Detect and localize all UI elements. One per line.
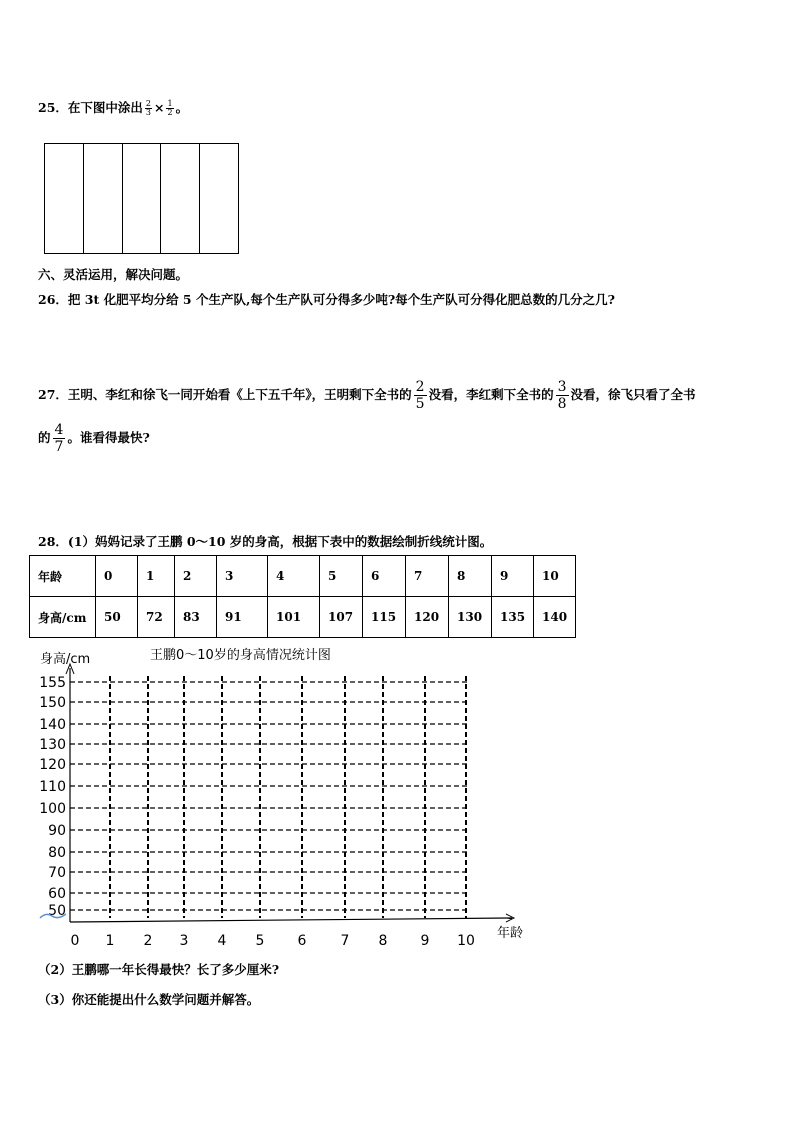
age-cell: 7: [406, 556, 449, 597]
height-cell: 101: [268, 597, 320, 638]
age-cell: 10: [534, 556, 576, 597]
x-tick-label: 9: [420, 933, 430, 949]
fraction: $\frac{3}{8}$: [557, 379, 567, 412]
y-tick-label: 90: [48, 823, 66, 839]
fraction: $\frac{2}{5}$: [415, 379, 425, 412]
chart-y-label: 身高/cm: [40, 652, 91, 667]
y-tick-label: 140: [39, 717, 66, 733]
table-header-age: 年龄: [30, 556, 96, 597]
y-tick-label: 100: [39, 801, 66, 817]
y-tick-label: 60: [48, 886, 66, 902]
x-tick-label: 1: [105, 933, 115, 949]
height-cell: 140: [534, 597, 576, 638]
section-heading: 六、灵活运用，解决问题。: [38, 267, 189, 282]
y-tick-label: 50: [48, 903, 66, 919]
age-cell: 3: [217, 556, 268, 597]
x-tick-label: 5: [255, 933, 265, 949]
question-27-line1: 27．王明、李红和徐飞一同开始看《上下五千年》，王明剩下全书的 $\frac{2}{5}$ 没看，李红剩下全书的 $\frac{3}{8}$ 没看，徐飞只看了全书: [38, 379, 696, 412]
table-header-height: 身高/cm: [30, 597, 96, 638]
question-25: 25．在下图中涂出 $\frac{2}{3}$ × $\frac{1}{2}$ 。: [38, 99, 189, 117]
chart-title: 王鹏0～10岁的身高情况统计图: [150, 648, 331, 663]
question-28-part3: （3）你还能提出什么数学问题并解答。: [38, 992, 260, 1007]
height-cell: 72: [138, 597, 175, 638]
x-tick-label: 8: [378, 933, 388, 949]
fraction: $\frac{2}{3}$: [145, 99, 151, 117]
x-tick-label: 10: [457, 933, 475, 949]
height-cell: 83: [175, 597, 217, 638]
age-cell: 2: [175, 556, 217, 597]
age-cell: 0: [96, 556, 138, 597]
x-axis: [70, 918, 512, 922]
height-cell: 130: [449, 597, 492, 638]
x-tick-label: 3: [179, 933, 189, 949]
height-cell: 91: [217, 597, 268, 638]
height-cell: 135: [492, 597, 534, 638]
y-tick-label: 150: [39, 695, 66, 711]
y-tick-label: 120: [39, 757, 66, 773]
question-28-intro: 28．(1）妈妈记录了王鹏 0～10 岁的身高，根据下表中的数据绘制折线统计图。: [38, 534, 493, 549]
height-cell: 107: [320, 597, 363, 638]
fraction: $\frac{1}{2}$: [167, 99, 173, 117]
y-tick-label: 155: [39, 675, 66, 691]
x-tick-label: 2: [143, 933, 153, 949]
age-cell: 4: [268, 556, 320, 597]
x-tick-label: 0: [70, 933, 80, 949]
y-tick-label: 80: [48, 845, 66, 861]
age-cell: 5: [320, 556, 363, 597]
fraction: $\frac{4}{7}$: [54, 422, 64, 455]
age-cell: 6: [363, 556, 406, 597]
height-cell: 120: [406, 597, 449, 638]
chart-x-label: 年龄: [497, 926, 524, 941]
x-tick-label: 4: [217, 933, 227, 949]
age-cell: 9: [492, 556, 534, 597]
y-tick-label: 130: [39, 737, 66, 753]
x-tick-label: 7: [340, 933, 350, 949]
height-cell: 115: [363, 597, 406, 638]
y-tick-label: 70: [48, 865, 66, 881]
age-cell: 8: [449, 556, 492, 597]
age-cell: 1: [138, 556, 175, 597]
x-tick-label: 6: [297, 933, 307, 949]
y-tick-label: 110: [39, 779, 66, 795]
question-26: 26．把 3t 化肥平均分给 5 个生产队,每个生产队可分得多少吨?每个生产队可分得化肥总数的几分之几?: [38, 292, 615, 307]
height-cell: 50: [96, 597, 138, 638]
question-27-line2: 的 $\frac{4}{7}$ 。谁看得最快?: [38, 422, 150, 455]
question-28-part2: （2）王鹏哪一年长得最快？长了多少厘米?: [38, 962, 280, 977]
